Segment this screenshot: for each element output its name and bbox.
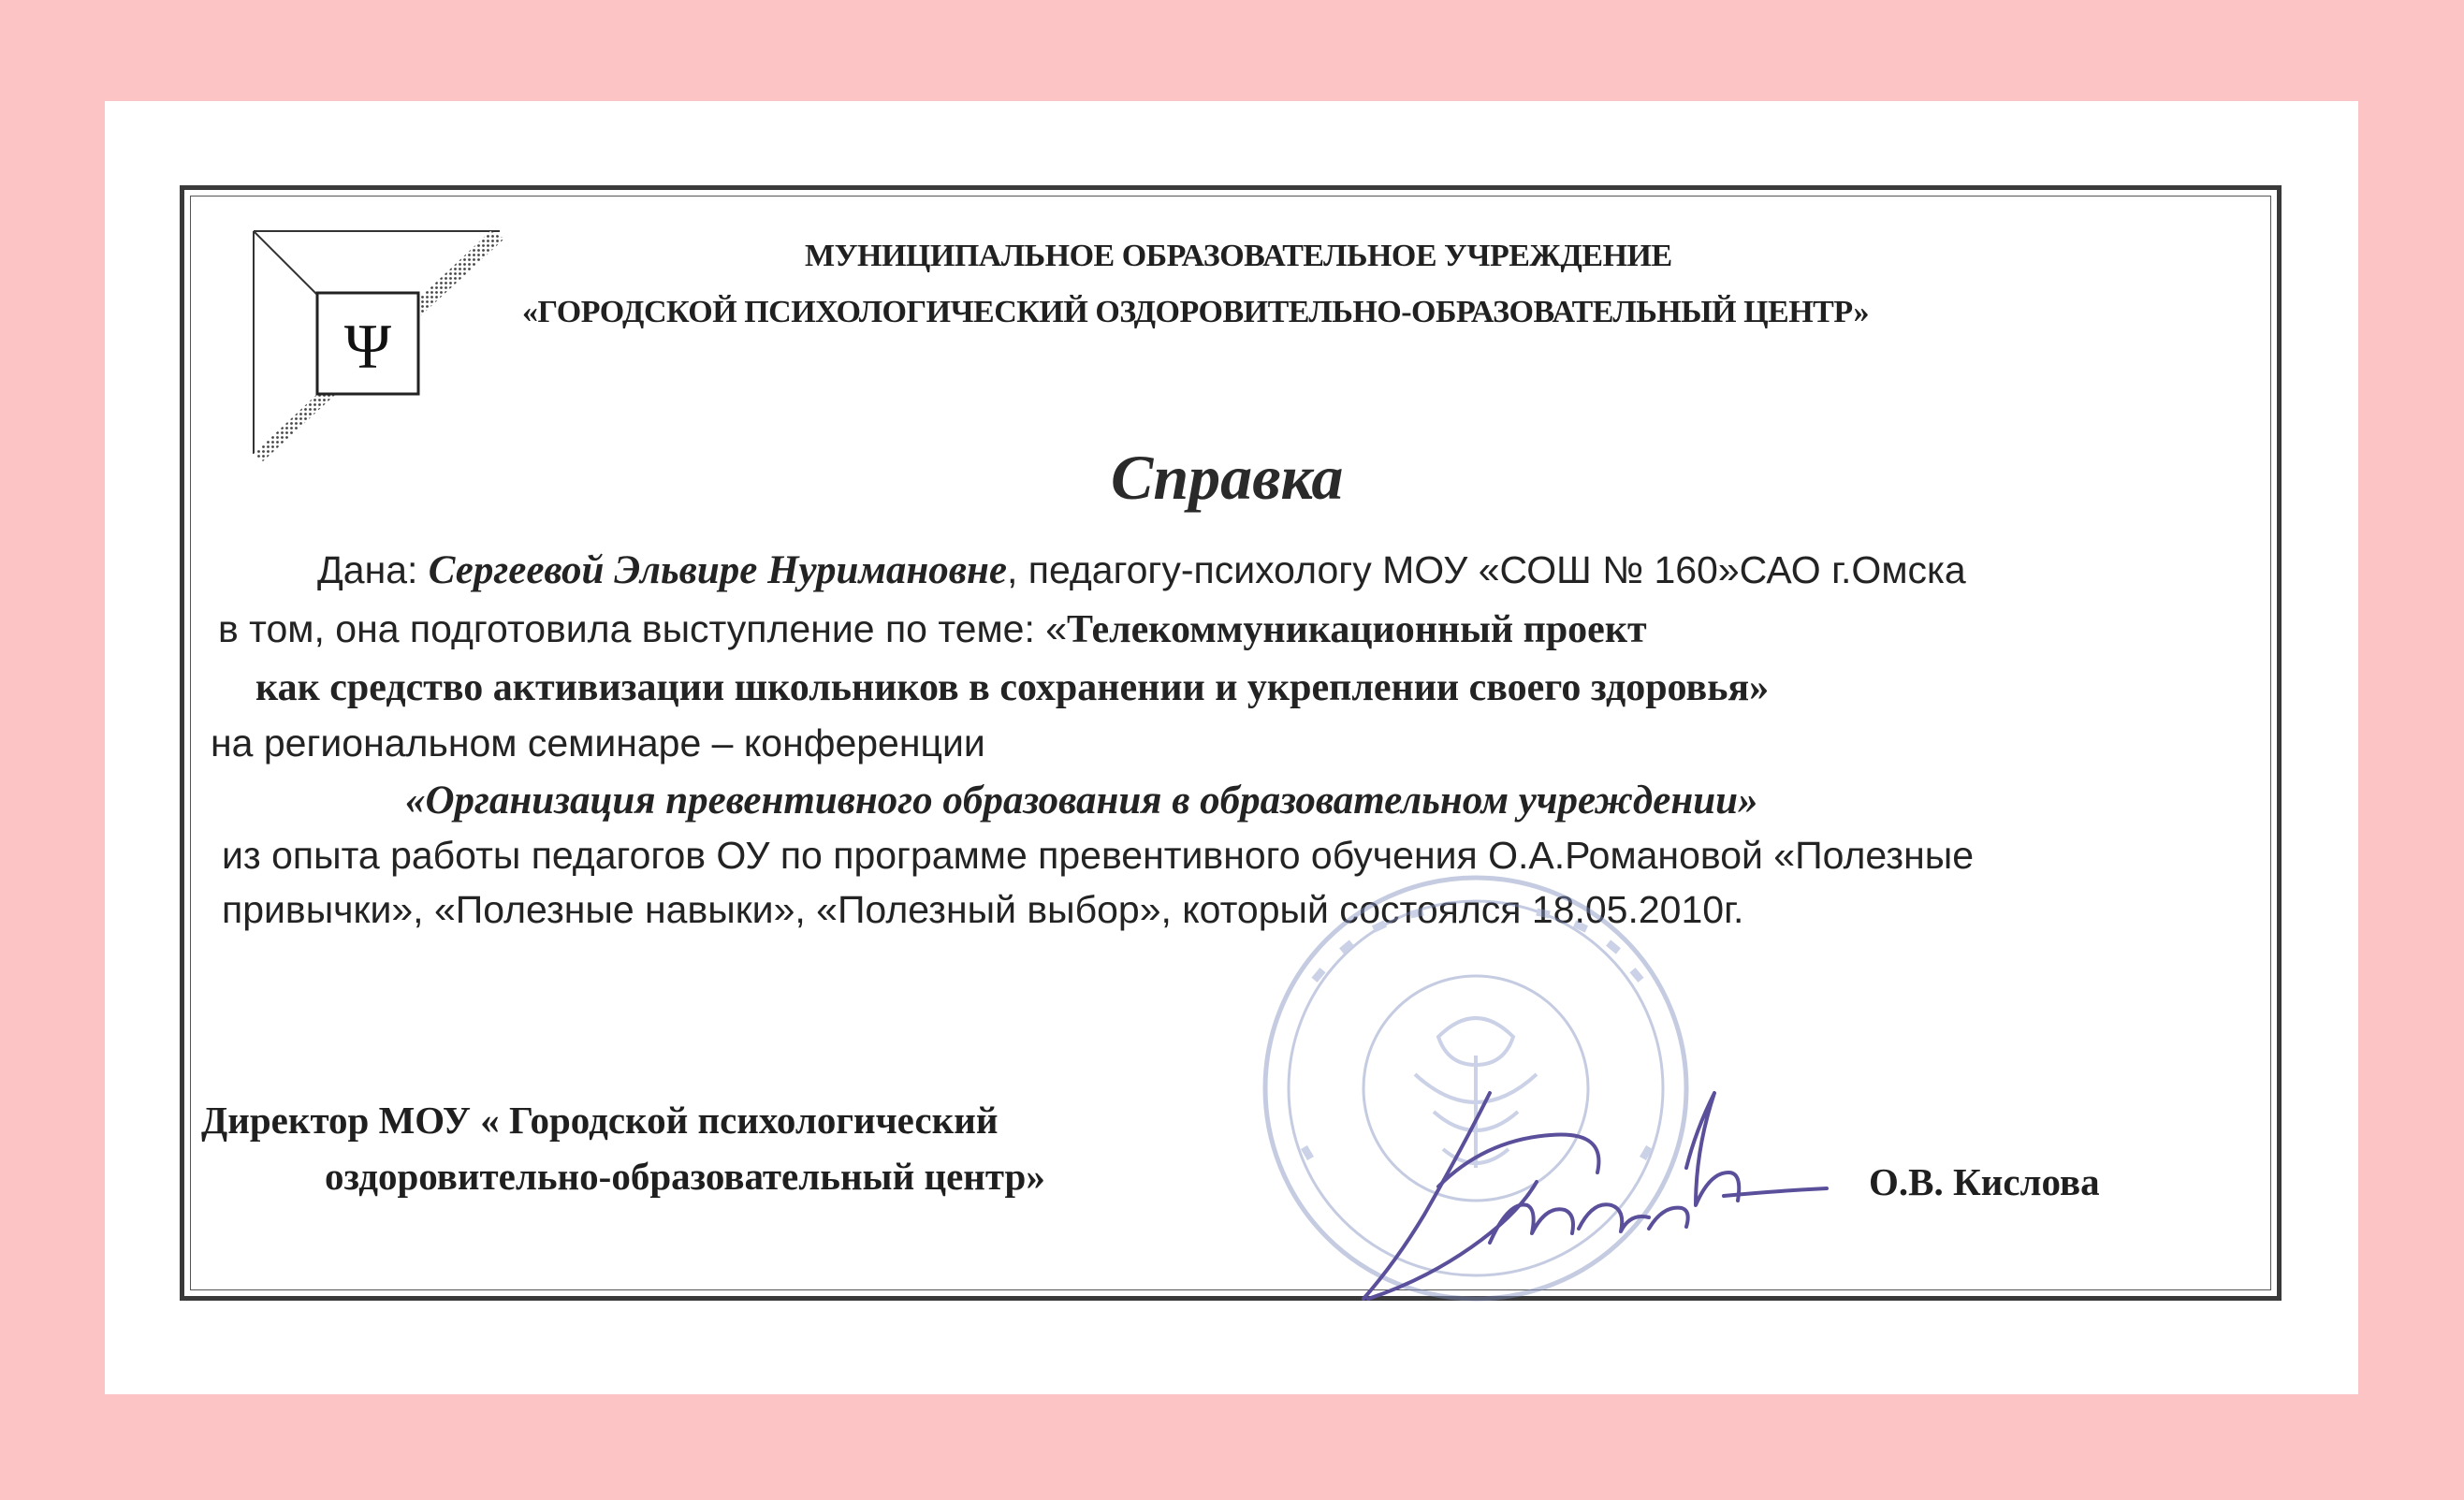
recipient-role: , педагогу-психологу МОУ «СОШ № 160»САО г.Омска xyxy=(1006,548,1966,591)
header-line-2: «ГОРОДСКОЙ ПСИХОЛОГИЧЕСКИЙ ОЗДОРОВИТЕЛЬНО-ОБРАЗОВАТЕЛЬНЫЙ ЦЕНТР» xyxy=(522,295,1869,329)
body-line-1 xyxy=(317,547,1966,593)
topic-part-2: как средство активизации школьников в сохранении и укреплении своего здоровья» xyxy=(255,666,1770,709)
certificate-sheet xyxy=(105,101,2358,1394)
director-position-line-1: Директор МОУ « Городской психологический xyxy=(201,1099,999,1142)
issued-label: Дана: xyxy=(317,548,429,591)
event-name: «Организация превентивного образования в образовательном учреждении» xyxy=(405,779,1758,823)
director-signature xyxy=(1349,1074,1930,1327)
body-line-2 xyxy=(218,607,1647,652)
psi-logo-icon xyxy=(252,229,504,463)
experience-line-2: привычки», «Полезные навыки», «Полезный выбор», который состоялся 18.05.2010г. xyxy=(222,888,1744,931)
certificate-frame xyxy=(180,185,2282,1301)
recipient-name: Сергеевой Эльвире Нуримановне xyxy=(428,548,1007,592)
event-line: на региональном семинаре – конференции xyxy=(211,721,985,765)
header-line-1: МУНИЦИПАЛЬНОЕ ОБРАЗОВАТЕЛЬНОЕ УЧРЕЖДЕНИЕ xyxy=(805,239,1672,273)
document-title: Справка xyxy=(1111,442,1344,513)
topic-part-1: Телекоммуникационный проект xyxy=(1067,608,1647,651)
topic-prefix: в том, она подготовила выступление по теме: « xyxy=(218,607,1068,650)
psi-symbol: Ψ xyxy=(343,311,392,382)
director-name: О.В. Кислова xyxy=(1869,1160,2100,1203)
director-position-line-2: оздоровительно-образовательный центр» xyxy=(325,1155,1045,1198)
experience-line-1: из опыта работы педагогов ОУ по программе превентивного обучения О.А.Романовой «Полезные xyxy=(222,834,1975,877)
